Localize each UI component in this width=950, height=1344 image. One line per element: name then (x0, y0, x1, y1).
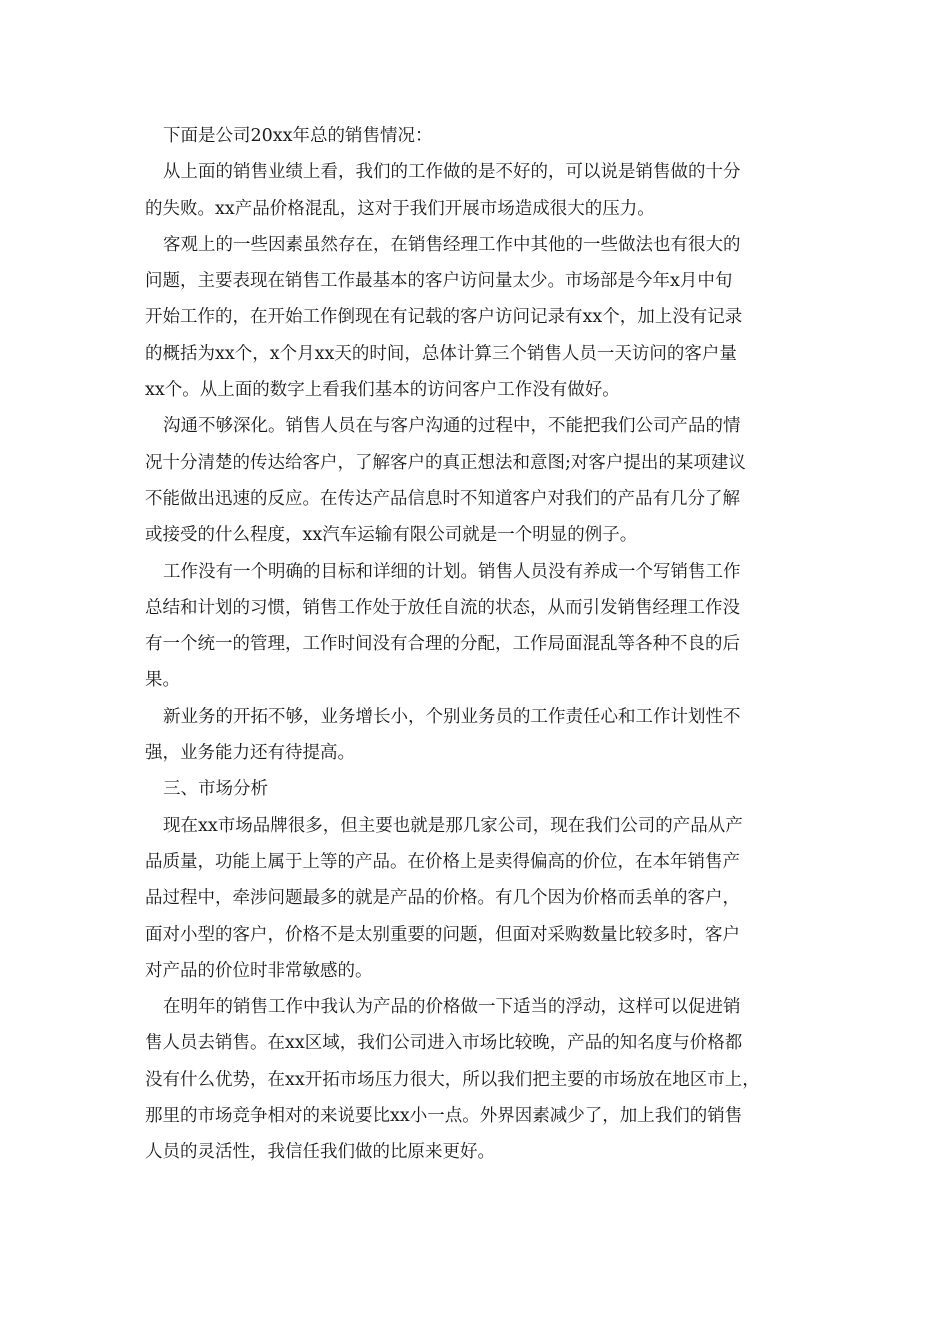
text-line: 强，业务能力还有待提高。 (145, 743, 355, 764)
text-line: 在明年的销售工作中我认为产品的价格做一下适当的浮动，这样可以促进销 (163, 997, 741, 1018)
text-line: 或接受的什么程度，xx汽车运输有限公司就是一个明显的例子。 (145, 525, 638, 546)
text-line: 售人员去销售。在xx区域，我们公司进入市场比较晚，产品的知名度与价格都 (145, 1033, 743, 1054)
text-line: 品过程中，牵涉问题最多的就是产品的价格。有几个因为价格而丢单的客户， (145, 888, 740, 909)
paragraph-planning (145, 554, 810, 699)
text-line: 的失败。xx产品价格混乱，这对于我们开展市场造成很大的压力。 (145, 198, 655, 219)
document-body (145, 118, 810, 1171)
text-line: 人员的灵活性，我信任我们做的比原来更好。 (145, 1142, 495, 1163)
text-line: 新业务的开拓不够，业务增长小，个别业务员的工作责任心和工作计划性不 (163, 706, 741, 727)
paragraph-customer-visits (145, 227, 810, 408)
text-line: 没有什么优势，在xx开拓市场压力很大，所以我们把主要的市场放在地区市上， (145, 1069, 760, 1090)
text-line: 现在xx市场品牌很多，但主要也就是那几家公司，现在我们公司的产品从产 (163, 815, 743, 836)
text-line: xx个。从上面的数字上看我们基本的访问客户工作没有做好。 (145, 380, 620, 401)
text-line: 从上面的销售业绩上看，我们的工作做的是不好的，可以说是销售做的十分 (163, 162, 741, 183)
paragraph-sales-performance (145, 154, 810, 227)
text-line: 面对小型的客户，价格不是太别重要的问题，但面对采购数量比较多时，客户 (145, 924, 740, 945)
text-line: 况十分清楚的传达给客户，了解客户的真正想法和意图;对客户提出的某项建议 (145, 452, 746, 473)
section-heading-market-analysis (145, 771, 810, 807)
text-line: 那里的市场竞争相对的来说要比xx小一点。外界因素减少了，加上我们的销售 (145, 1106, 743, 1127)
paragraph-communication (145, 408, 810, 553)
paragraph-sales-intro (145, 118, 810, 154)
text-line: 有一个统一的管理，工作时间没有合理的分配，工作局面混乱等各种不良的后 (145, 634, 740, 655)
text-line: 品质量，功能上属于上等的产品。在价格上是卖得偏高的价位，在本年销售产 (145, 851, 740, 872)
paragraph-next-year-plan (145, 989, 810, 1170)
text-line: 的概括为xx个，x个月xx天的时间，总体计算三个销售人员一天访问的客户量 (145, 343, 737, 364)
paragraph-new-business (145, 699, 810, 772)
text-line: 总结和计划的习惯，销售工作处于放任自流的状态，从而引发销售经理工作没 (145, 597, 740, 618)
text-line: 开始工作的，在开始工作倒现在有记载的客户访问记录有xx个，加上没有记录 (145, 307, 743, 328)
text-line: 工作没有一个明确的目标和详细的计划。销售人员没有养成一个写销售工作 (163, 561, 741, 582)
text-line: 对产品的价位时非常敏感的。 (145, 960, 373, 981)
text-line: 沟通不够深化。销售人员在与客户沟通的过程中，不能把我们公司产品的情 (163, 416, 741, 437)
text-line: 客观上的一些因素虽然存在，在销售经理工作中其他的一些做法也有很大的 (163, 234, 741, 255)
paragraph-market-brands (145, 808, 810, 989)
text-line: 问题，主要表现在销售工作最基本的客户访问量太少。市场部是今年x月中旬 (145, 271, 733, 292)
text-line: 不能做出迅速的反应。在传达产品信息时不知道客户对我们的产品有几分了解 (145, 488, 740, 509)
text-line: 果。 (145, 670, 180, 691)
section-heading-text: 三、市场分析 (163, 779, 268, 800)
text-line: 下面是公司20xx年总的销售情况： (163, 126, 433, 146)
